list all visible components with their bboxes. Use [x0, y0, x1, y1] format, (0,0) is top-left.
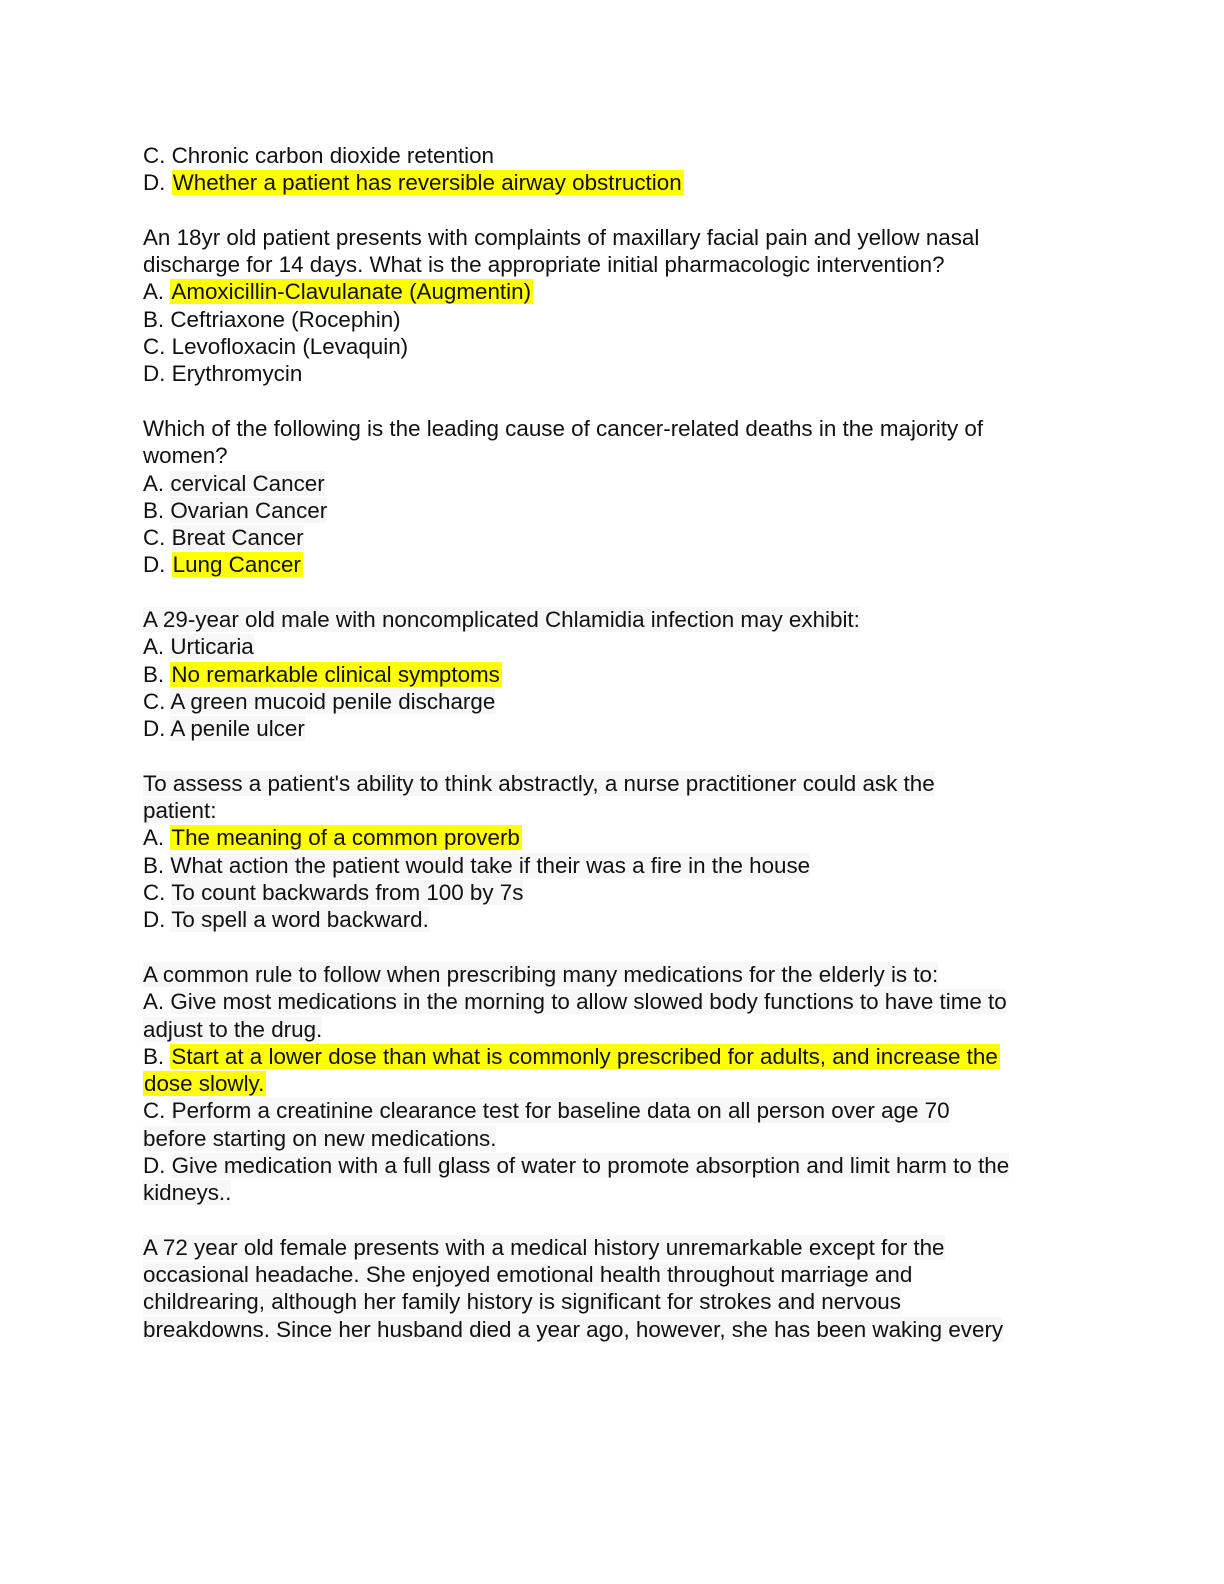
answer-highlight: Amoxicillin-Clavulanate (Augmentin): [171, 279, 532, 305]
question-3-option-c: C. A green mucoid penile discharge: [143, 688, 496, 714]
question-5-option-b-cont: [143, 1070, 1073, 1097]
answer-highlight: Start at a lower dose than what is commonly prescribed for adults, and increase the: [171, 1043, 998, 1069]
question-6-stem-line: breakdowns. Since her husband died a year ago, however, she has been waking every: [143, 1316, 1004, 1342]
question-3: [143, 606, 1073, 742]
question-2-option-a: A. cervical Cancer: [143, 470, 325, 496]
question-5-option-c-cont: before starting on new medications.: [143, 1125, 497, 1151]
question-4-option-b: B. What action the patient would take if their was a fire in the house: [143, 852, 811, 878]
answer-highlight: Lung Cancer: [172, 552, 301, 578]
question-4-option-a: A. The meaning of a common proverb: [143, 825, 520, 851]
question-5-option-d: D. Give medication with a full glass of water to promote absorption and limit harm to the: [143, 1152, 1010, 1178]
question-4: [143, 770, 1073, 934]
question-5-option-a: A. Give most medications in the morning to allow slowed body functions to have time to: [143, 989, 1007, 1015]
answer-highlight: Whether a patient has reversible airway obstruction: [172, 170, 682, 196]
question-3-option-a: A. Urticaria: [143, 634, 254, 660]
question-4-stem: To assess a patient's ability to think abstractly, a nurse practitioner could ask the: [143, 770, 935, 796]
question-6-stem-line: childrearing, although her family history is significant for strokes and nervous: [143, 1289, 901, 1315]
question-5-option-d-cont: kidneys..: [143, 1180, 232, 1206]
question-2: [143, 415, 1073, 579]
question-4-option-c: C. To count backwards from 100 by 7s: [143, 880, 524, 906]
question-3-option-d: D. A penile ulcer: [143, 716, 305, 742]
question-3-option-b: B. No remarkable clinical symptoms: [143, 661, 500, 687]
question-2-option-d: D. Lung Cancer: [143, 552, 301, 578]
answer-highlight: dose slowly.: [144, 1071, 265, 1097]
question-2-option-b: B. Ovarian Cancer: [143, 497, 328, 523]
question-1-option-d: D. Erythromycin: [143, 361, 303, 387]
question-6: [143, 1234, 1073, 1343]
question-2-option-c: C. Breat Cancer: [143, 525, 304, 551]
question-0-option-d: D. Whether a patient has reversible airway obstruction: [143, 170, 682, 196]
question-5-option-b: B. Start at a lower dose than what is commonly prescribed for adults, and increase the: [143, 1043, 998, 1069]
question-1-stem-cont: discharge for 14 days. What is the appropriate initial pharmacologic intervention?: [143, 252, 945, 278]
question-3-stem: A 29-year old male with noncomplicated Chlamidia infection may exhibit:: [143, 607, 860, 633]
question-4-option-d: D. To spell a word backward.: [143, 907, 429, 933]
question-5-stem: A common rule to follow when prescribing many medications for the elderly is to:: [143, 961, 939, 987]
question-1-option-b: B. Ceftriaxone (Rocephin): [143, 306, 401, 332]
answer-highlight: The meaning of a common proverb: [171, 825, 520, 851]
question-2-stem: Which of the following is the leading cause of cancer-related deaths in the majority of: [143, 415, 984, 441]
document-body: [143, 142, 1073, 1343]
question-5-option-a-cont: adjust to the drug.: [143, 1016, 323, 1042]
question-2-stem-cont: women?: [143, 443, 228, 469]
question-0-option-c: C. Chronic carbon dioxide retention: [143, 143, 495, 168]
answer-highlight: No remarkable clinical symptoms: [171, 661, 500, 687]
question-1-option-c: C. Levofloxacin (Levaquin): [143, 334, 409, 360]
question-6-stem-line: occasional headache. She enjoyed emotional health throughout marriage and: [143, 1262, 913, 1288]
question-1-option-a: A. Amoxicillin-Clavulanate (Augmentin): [143, 279, 532, 305]
question-0-options: [143, 142, 1073, 197]
question-5-option-c: C. Perform a creatinine clearance test for baseline data on all person over age 70: [143, 1098, 950, 1124]
question-6-stem-line: A 72 year old female presents with a medical history unremarkable except for the: [143, 1234, 945, 1260]
question-4-stem-cont: patient:: [143, 798, 217, 824]
question-5: [143, 961, 1073, 1207]
question-1-stem: An 18yr old patient presents with complaints of maxillary facial pain and yellow nasal: [143, 224, 980, 250]
question-1: [143, 224, 1073, 388]
